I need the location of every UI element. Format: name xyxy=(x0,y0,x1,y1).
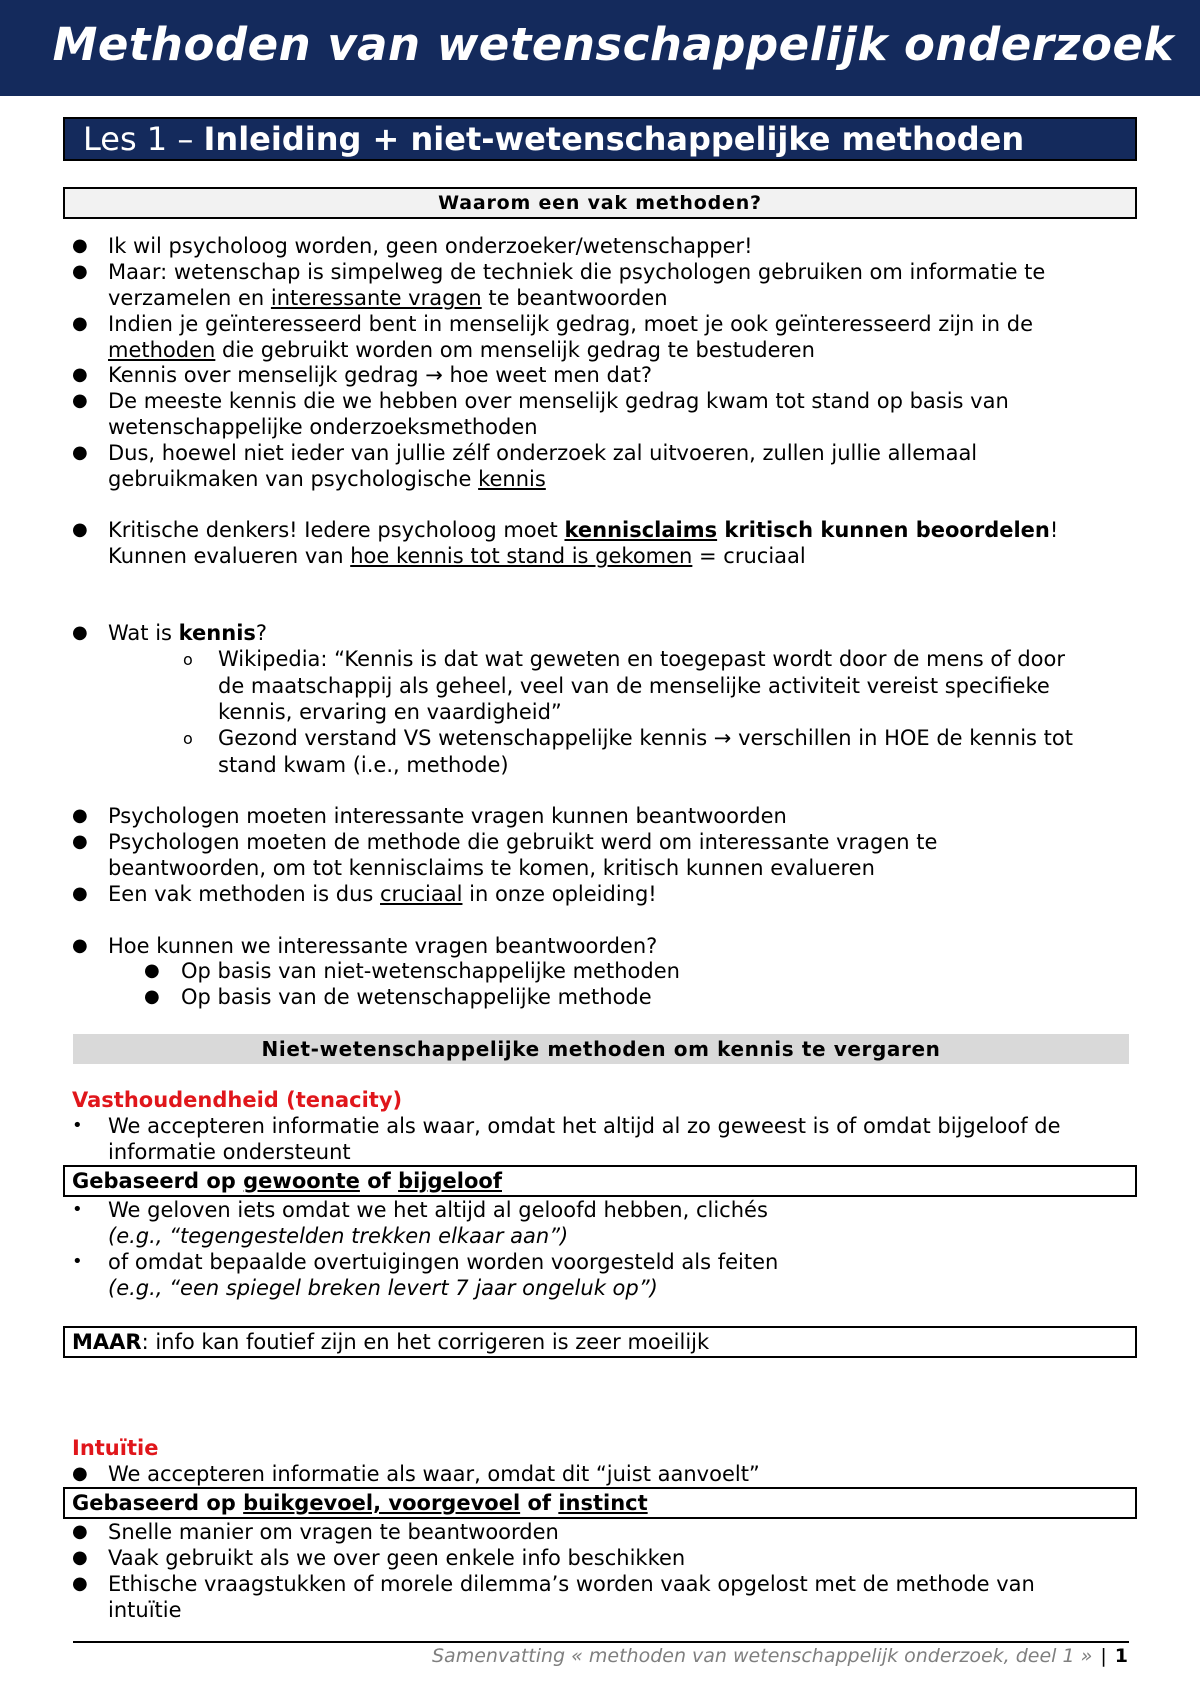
paragraph-line: Een vak methoden is dus cruciaal in onze opleiding! xyxy=(108,882,657,906)
subheading-intuition: Intuïtie xyxy=(72,1436,159,1460)
paragraph-line: intuïtie xyxy=(108,1598,182,1622)
paragraph-line: kennis, ervaring en vaardigheid” xyxy=(218,700,562,724)
bullet-icon: ● xyxy=(72,831,88,852)
paragraph-line: gebruikmaken van psychologische kennis xyxy=(108,467,546,491)
example-line: (e.g., “een spiegel breken levert 7 jaar ongeluk op”) xyxy=(108,1276,658,1300)
paragraph-line: Hoe kunnen we interessante vragen beantwoorden? xyxy=(108,934,658,958)
footer-divider xyxy=(73,1641,1129,1643)
bullet-icon: ● xyxy=(72,805,88,826)
section-heading-waarom: Waarom een vak methoden? xyxy=(63,187,1137,219)
bullet-icon: ● xyxy=(72,1521,88,1542)
footer xyxy=(432,1645,1128,1667)
paragraph-line: Gezond verstand VS wetenschappelijke kennis → verschillen in HOE de kennis tot xyxy=(218,726,1073,750)
paragraph-line: Kunnen evalueren van hoe kennis tot stand is gekomen = cruciaal xyxy=(108,544,806,568)
bullet-icon: • xyxy=(72,1251,83,1272)
lesson-prefix: Les 1 – xyxy=(83,120,204,158)
lesson-title-box xyxy=(63,117,1137,161)
paragraph-line: de maatschappij als geheel, veel van de menselijke activiteit vereist specifieke xyxy=(218,674,1050,698)
bullet-icon: ● xyxy=(72,313,88,334)
basis-box-tenacity: Gebaseerd op gewoonte of bijgeloof xyxy=(63,1165,1137,1197)
title-banner xyxy=(0,0,1200,96)
basis-box-intuition: Gebaseerd op buikgevoel, voorgevoel of instinct xyxy=(63,1487,1137,1519)
bullet-icon: ● xyxy=(72,622,88,643)
paragraph-line: Kennis over menselijk gedrag → hoe weet men dat? xyxy=(108,363,653,387)
bullet-icon: ● xyxy=(144,960,160,981)
bullet-icon: ● xyxy=(72,235,88,256)
sub-bullet-icon: o xyxy=(183,729,193,748)
bullet-icon: ● xyxy=(72,1547,88,1568)
paragraph-line: stand kwam (i.e., methode) xyxy=(218,753,509,777)
paragraph-line: Vaak gebruikt als we over geen enkele info beschikken xyxy=(108,1546,686,1570)
bullet-icon: ● xyxy=(72,1463,88,1484)
paragraph-line: We accepteren informatie als waar, omdat dit “juist aanvoelt” xyxy=(108,1462,760,1486)
bullet-icon: ● xyxy=(72,390,88,411)
bullet-icon: ● xyxy=(72,364,88,385)
bullet-icon: ● xyxy=(72,442,88,463)
document-title: Methoden van wetenschappelijk onderzoek xyxy=(52,18,1174,71)
bullet-icon: • xyxy=(72,1115,83,1136)
paragraph-line: Psychologen moeten interessante vragen kunnen beantwoorden xyxy=(108,804,787,828)
paragraph-line: Snelle manier om vragen te beantwoorden xyxy=(108,1520,559,1544)
subheading-tenacity: Vasthoudendheid (tenacity) xyxy=(72,1088,403,1112)
paragraph-line: of omdat bepaalde overtuigingen worden voorgesteld als feiten xyxy=(108,1250,779,1274)
example-line: (e.g., “tegengestelden trekken elkaar aan”) xyxy=(108,1224,569,1248)
lesson-title: Inleiding + niet-wetenschappelijke methoden xyxy=(203,120,1025,158)
paragraph-line: Wat is kennis? xyxy=(108,621,268,645)
paragraph-line: We accepteren informatie als waar, omdat het altijd al zo geweest is of omdat bijgeloof de xyxy=(108,1114,1061,1138)
paragraph-line: Indien je geïnteresseerd bent in menselijk gedrag, moet je ook geïnteresseerd zijn in de xyxy=(108,312,1034,336)
paragraph-line: Op basis van niet-wetenschappelijke methoden xyxy=(181,959,680,983)
paragraph-line: Maar: wetenschap is simpelweg de techniek die psychologen gebruiken om informatie te xyxy=(108,260,1046,284)
bullet-icon: ● xyxy=(72,883,88,904)
paragraph-line: Wikipedia: “Kennis is dat wat geweten en toegepast wordt door de mens of door xyxy=(218,647,1065,671)
sub-bullet-icon: o xyxy=(183,650,193,669)
bullet-icon: ● xyxy=(72,935,88,956)
paragraph-line: Dus, hoewel niet ieder van jullie zélf onderzoek zal uitvoeren, zullen jullie allemaal xyxy=(108,441,978,465)
bullet-icon: ● xyxy=(72,1573,88,1594)
paragraph-line: We geloven iets omdat we het altijd al geloofd hebben, clichés xyxy=(108,1198,768,1222)
paragraph-line: Psychologen moeten de methode die gebruikt werd om interessante vragen te xyxy=(108,830,938,854)
paragraph-line: methoden die gebruikt worden om menselijk gedrag te bestuderen xyxy=(108,338,815,362)
bullet-icon: ● xyxy=(144,986,160,1007)
paragraph-line: Ethische vraagstukken of morele dilemma’s worden vaak opgelost met de methode van xyxy=(108,1572,1035,1596)
maar-box: MAAR: info kan foutief zijn en het corrigeren is zeer moeilijk xyxy=(63,1326,1137,1358)
bullet-icon: ● xyxy=(72,519,88,540)
section-heading-niet-wetenschappelijk: Niet-wetenschappelijke methoden om kennis te vergaren xyxy=(73,1034,1129,1064)
paragraph-line: Op basis van de wetenschappelijke methode xyxy=(181,985,652,1009)
bullet-icon: • xyxy=(72,1199,83,1220)
paragraph-line: beantwoorden, om tot kennisclaims te komen, kritisch kunnen evalueren xyxy=(108,856,875,880)
paragraph-line: De meeste kennis die we hebben over menselijk gedrag kwam tot stand op basis van xyxy=(108,389,1009,413)
paragraph-line: informatie ondersteunt xyxy=(108,1140,351,1164)
footer-text: Samenvatting « methoden van wetenschappelijk onderzoek, deel 1 » xyxy=(431,1645,1093,1667)
bullet-icon: ● xyxy=(72,261,88,282)
paragraph-line: Kritische denkers! Iedere psycholoog moet kennisclaims kritisch kunnen beoordelen! xyxy=(108,518,1059,542)
paragraph-line: verzamelen en interessante vragen te beantwoorden xyxy=(108,286,668,310)
paragraph-line: Ik wil psycholoog worden, geen onderzoeker/wetenschapper! xyxy=(108,234,753,258)
page-number: 1 xyxy=(1114,1645,1128,1667)
footer-separator: | xyxy=(1100,1645,1107,1667)
paragraph-line: wetenschappelijke onderzoeksmethoden xyxy=(108,415,538,439)
